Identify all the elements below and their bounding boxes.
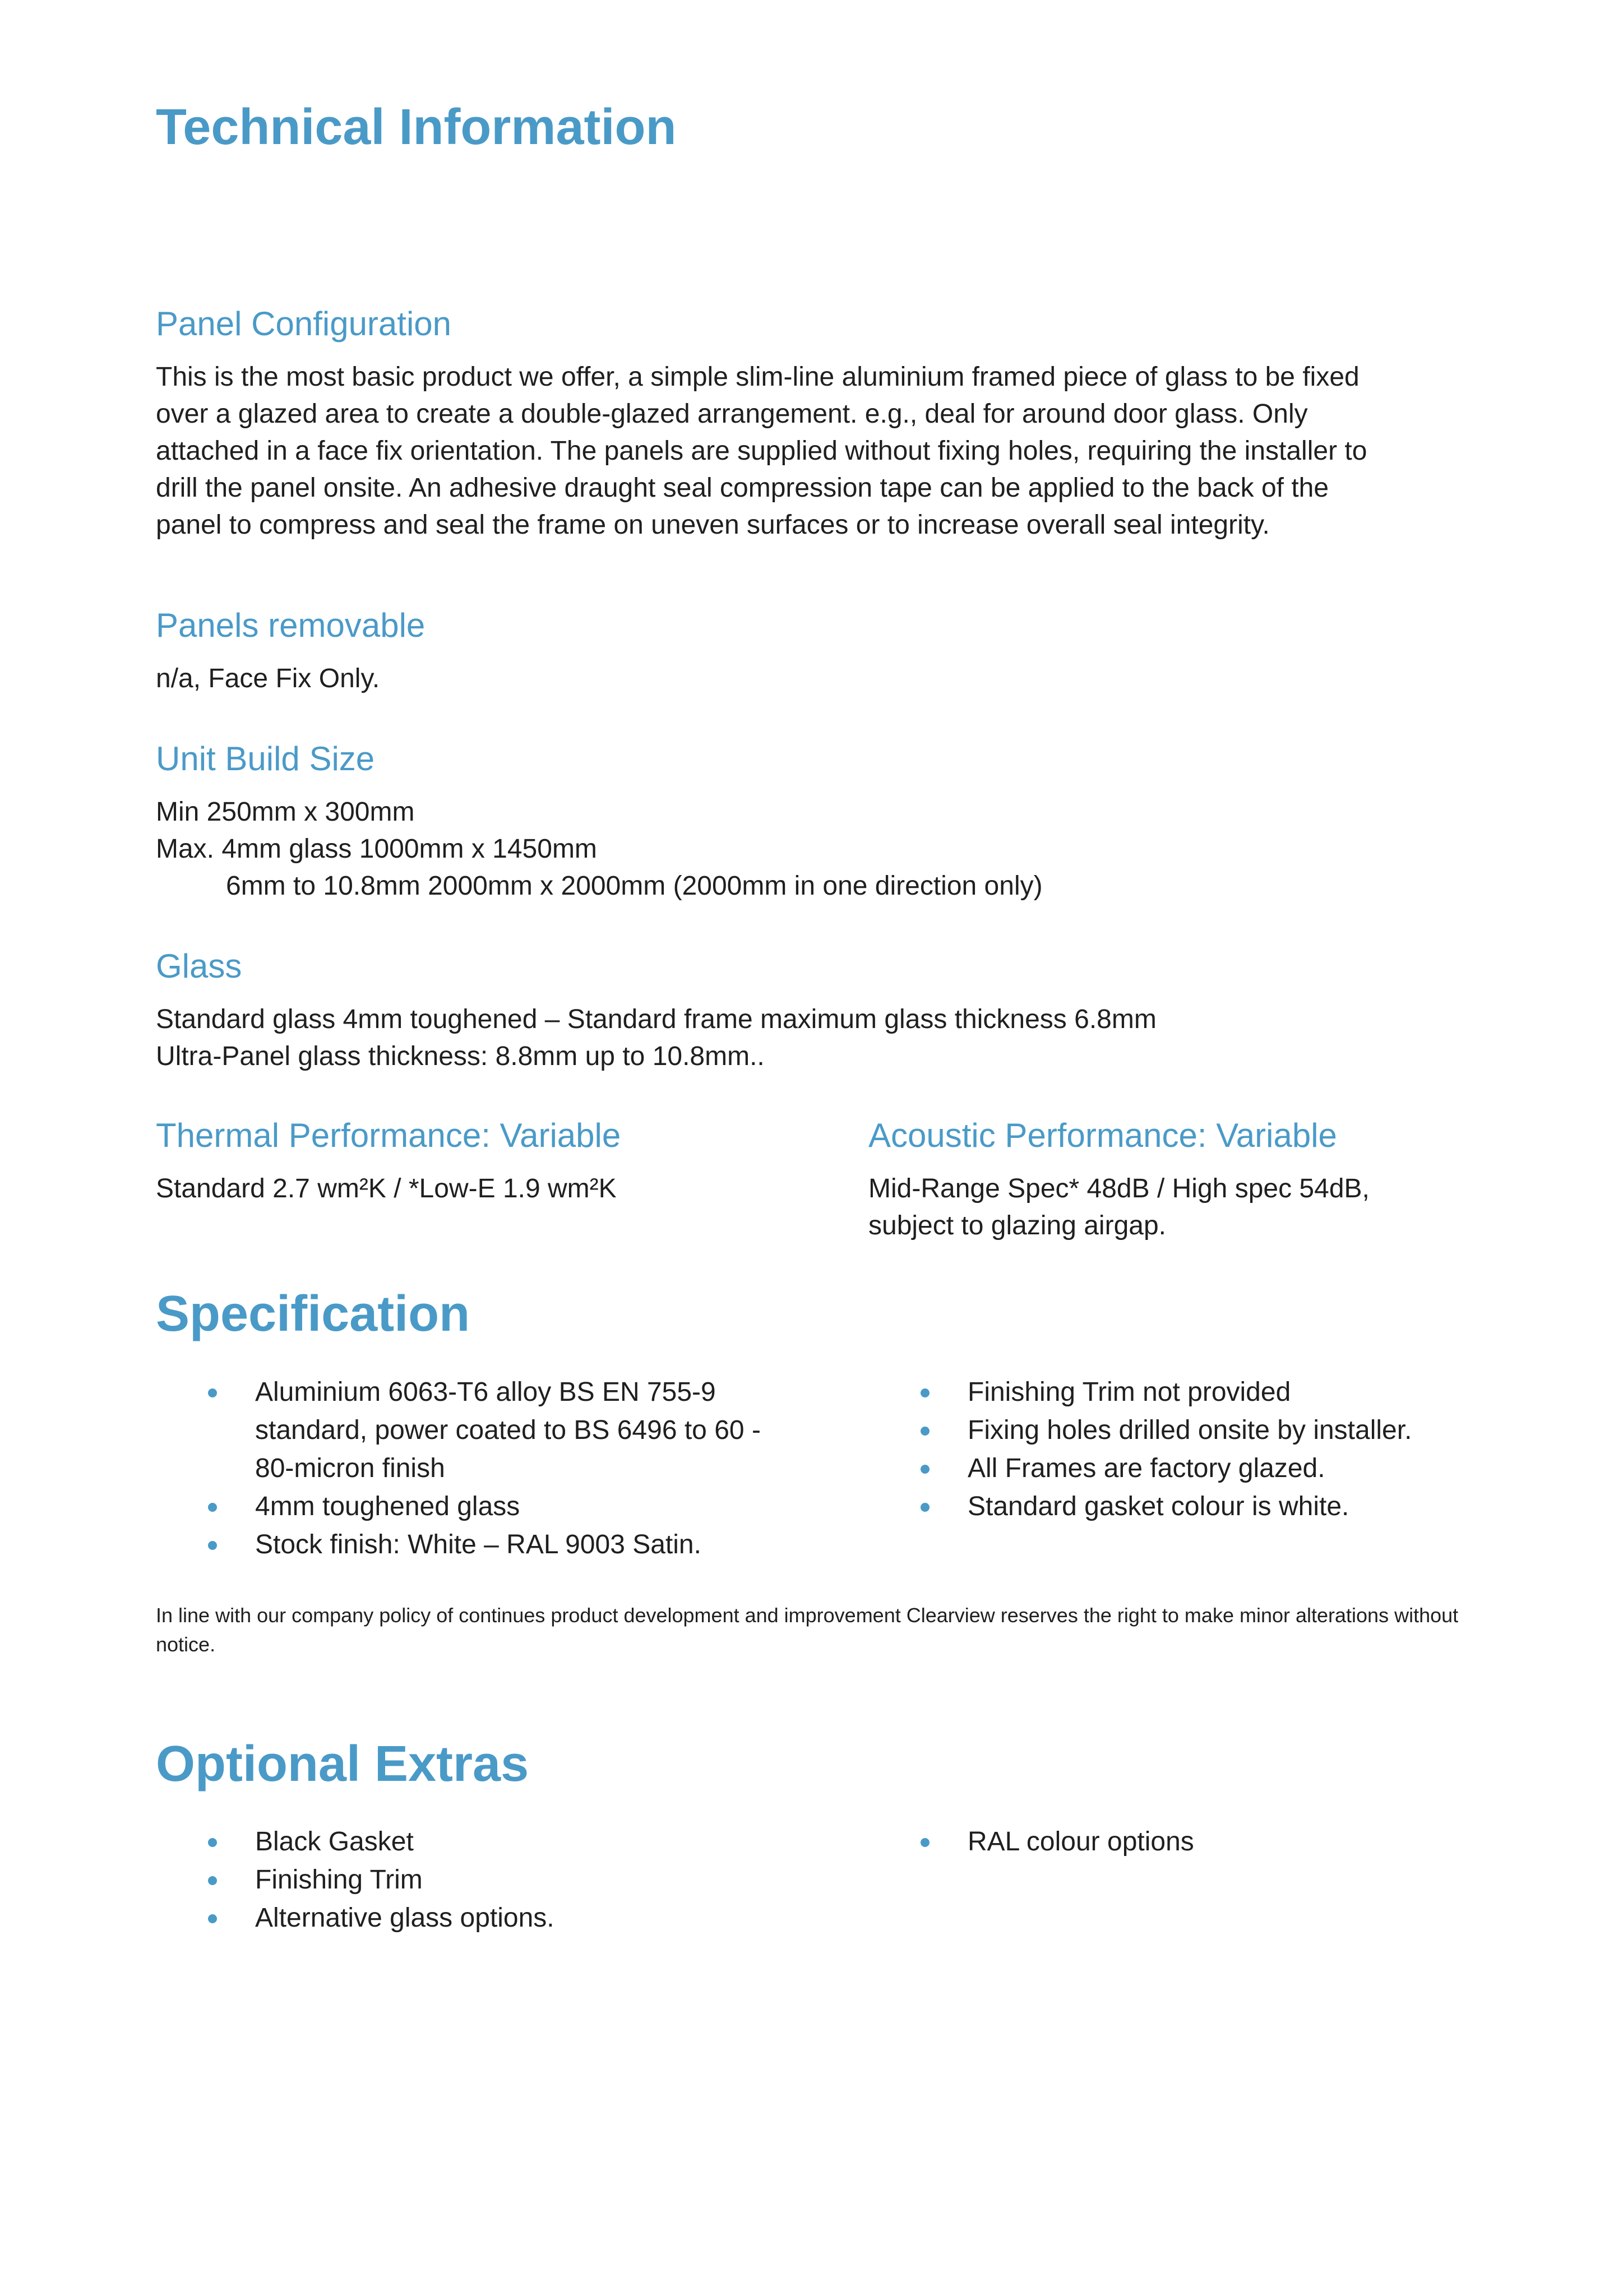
- glass-line: Standard glass 4mm toughened – Standard frame maximum glass thickness 6.8mm: [156, 1004, 1157, 1034]
- list-item: Aluminium 6063-T6 alloy BS EN 755-9 standard, power coated to BS 6496 to 60 - 80-micron finish: [156, 1373, 804, 1488]
- panel-configuration-line: This is the most basic product we offer, a simple slim-line aluminium framed piece of glass to be fixed: [156, 362, 1360, 392]
- product-development-note: In line with our company policy of continues product development and improvement Clearview reserves the right to make minor alterations without notice.: [156, 1604, 1459, 1656]
- acoustic-performance-text: [868, 1170, 1370, 1244]
- acoustic-performance-heading: Acoustic Performance: Variable: [868, 1117, 1337, 1154]
- optional-extras-title: Optional Extras: [156, 1736, 529, 1792]
- panel-configuration-line: over a glazed area to create a double-glazed arrangement. e.g., deal for around door glass. Only: [156, 399, 1308, 429]
- panels-removable-text: [156, 660, 380, 697]
- glass-text: [156, 1001, 1157, 1075]
- panels-removable-line: n/a, Face Fix Only.: [156, 664, 380, 693]
- list-item: Finishing Trim: [156, 1861, 801, 1899]
- list-item: Fixing holes drilled onsite by installer.: [868, 1411, 1468, 1450]
- unit-build-size-max: Max. 4mm glass 1000mm x 1450mm: [156, 834, 597, 864]
- list-item: Black Gasket: [156, 1823, 801, 1861]
- specification-title: Specification: [156, 1286, 470, 1342]
- unit-build-size-text: [156, 794, 1043, 905]
- glass-heading: Glass: [156, 947, 242, 985]
- panel-configuration-line: drill the panel onsite. An adhesive draught seal compression tape can be applied to the back of the: [156, 473, 1329, 503]
- thermal-performance-heading: Thermal Performance: Variable: [156, 1117, 621, 1154]
- thermal-performance-line: Standard 2.7 wm²K / *Low-E 1.9 wm²K: [156, 1174, 617, 1203]
- unit-build-size-heading: Unit Build Size: [156, 740, 375, 777]
- list-item: Alternative glass options.: [156, 1899, 801, 1937]
- glass-line: Ultra-Panel glass thickness: 8.8mm up to 10.8mm..: [156, 1041, 765, 1071]
- list-item: All Frames are factory glazed.: [868, 1450, 1468, 1488]
- optional-extras-list-right: [868, 1823, 1468, 1861]
- unit-build-size-min: Min 250mm x 300mm: [156, 797, 415, 827]
- list-item: 4mm toughened glass: [156, 1488, 801, 1526]
- thermal-performance-text: [156, 1170, 617, 1207]
- acoustic-performance-line: Mid-Range Spec* 48dB / High spec 54dB,: [868, 1174, 1370, 1203]
- panel-configuration-text: [156, 359, 1367, 544]
- list-item: Finishing Trim not provided: [868, 1373, 1468, 1411]
- list-item: Stock finish: White – RAL 9003 Satin.: [156, 1526, 801, 1564]
- specification-list-right: [868, 1373, 1468, 1526]
- panel-configuration-heading: Panel Configuration: [156, 305, 452, 342]
- panels-removable-heading: Panels removable: [156, 607, 426, 644]
- document-page: [156, 0, 1468, 2296]
- unit-build-size-max-continued: 6mm to 10.8mm 2000mm x 2000mm (2000mm in one direction only): [226, 871, 1043, 901]
- acoustic-performance-line: subject to glazing airgap.: [868, 1211, 1166, 1240]
- specification-list-left: [156, 1373, 801, 1564]
- list-item: RAL colour options: [868, 1823, 1468, 1861]
- technical-information-title: Technical Information: [156, 99, 677, 155]
- list-item: Standard gasket colour is white.: [868, 1488, 1468, 1526]
- panel-configuration-line: panel to compress and seal the frame on uneven surfaces or to increase overall seal integrity.: [156, 510, 1270, 540]
- optional-extras-list-left: [156, 1823, 801, 1937]
- panel-configuration-line: attached in a face fix orientation. The panels are supplied without fixing holes, requiring the installer to: [156, 436, 1367, 466]
